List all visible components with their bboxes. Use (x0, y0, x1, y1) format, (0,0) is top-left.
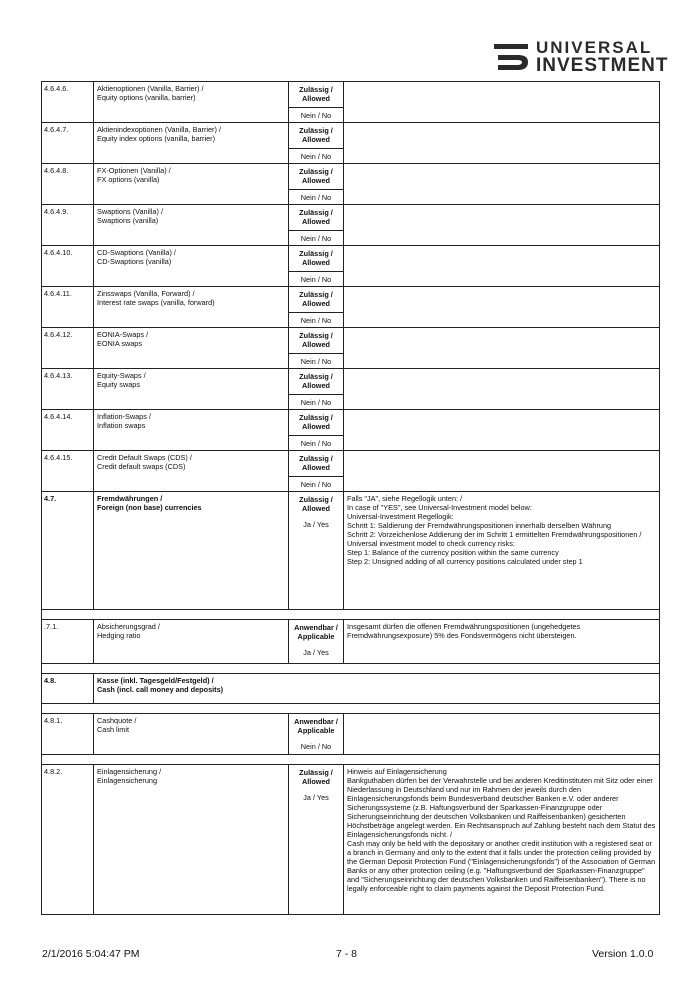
item-label: Einlagensicherung / Einlagensicherung (94, 765, 289, 915)
item-label: Aktienindexoptionen (Vanilla, Barrier) / Equity index options (vanilla, barrier) (94, 123, 289, 164)
row-gap (42, 610, 660, 620)
status-label: Anwendbar / Applicable (294, 623, 338, 641)
item-number: 4.6.4.6. (42, 82, 94, 123)
table-row (42, 205, 660, 246)
row-gap (42, 755, 660, 765)
status-label: Zulässig / Allowed (299, 768, 333, 786)
status-label: Zulässig / Allowed (299, 454, 333, 472)
status-label: Zulässig / Allowed (299, 372, 333, 390)
status-label: Zulässig / Allowed (299, 249, 333, 267)
answer-value: Nein / No (289, 476, 343, 491)
item-label: EONIA-Swaps / EONIA swaps (94, 328, 289, 369)
section-title: Fremdwährungen / Foreign (non base) currencies (94, 492, 289, 610)
table-row (42, 246, 660, 287)
table-row (42, 82, 660, 123)
table-row (42, 410, 660, 451)
rule-description-empty (344, 451, 660, 492)
row-cash-limit (42, 714, 660, 755)
status-label: Zulässig / Allowed (299, 290, 333, 308)
footer-page-number: 7 - 8 (336, 948, 358, 960)
item-number: 4.6.4.15. (42, 451, 94, 492)
table-row (42, 287, 660, 328)
table-row (42, 328, 660, 369)
answer-value: Ja / Yes (303, 648, 329, 657)
item-label: Credit Default Swaps (CDS) / Credit default swaps (CDS) (94, 451, 289, 492)
table-row (42, 369, 660, 410)
company-logo (494, 38, 669, 80)
item-label: Swaptions (Vanilla) / Swaptions (vanilla) (94, 205, 289, 246)
investment-guidelines-table (41, 81, 660, 915)
table-row (42, 164, 660, 205)
answer-value: Nein / No (300, 742, 332, 751)
rule-description-empty (344, 410, 660, 451)
table-row (42, 123, 660, 164)
section-title: Kasse (inkl. Tagesgeld/Festgeld) / Cash (incl. call money and deposits) (94, 674, 660, 704)
footer-datetime: 2/1/2016 5:04:47 PM (42, 948, 140, 960)
rule-description-empty (344, 369, 660, 410)
table-row (42, 451, 660, 492)
item-label: Cashquote / Cash limit (94, 714, 289, 755)
rule-description: Insgesamt dürfen die offenen Fremdwährungspositionen (ungehedgetes Fremdwährungsexposure) 5% des Fondsvermögens nicht übersteigen. (344, 620, 660, 664)
logo-text-universal: UNIVERSAL (536, 38, 653, 57)
status-label: Zulässig / Allowed (299, 331, 333, 349)
rule-description: Hinweis auf Einlagensicherung Bankguthaben dürfen bei der Verwahrstelle und bei anderen Kreditinstituten mit Sitz oder einer Niederlassung in Deutschland und nur im Rahmen der jeweils durch den Einlagensicherungsfonds beim Bundesverband deutscher Banken e.V. oder anderer Sicherungssysteme (z.B. Haftungsverbund der Sparkassen-Finanzgruppe oder Sicherungseinrichtung der deutschen Volksbanken und Raiffeisenbanken) gesicherten Höchstbeträge angelegt werden. Ein Rechtsanspruch auf Zahlung besteht nach dem Statut des Einlagensicherungsfonds nicht. / Cash may only be held with the depositary or another credit institution with a registered seat or a branch in Germany and only to the extent that it falls under the protection ceiling provided by the German Deposit Protection Fund ("Einlagensicherungsfonds") of the Association of German Banks or any other protection ceiling (e.g. "Haftungsverbund der Sparkassen-Finanzgruppe" and "Sicherungseinrichtung der deutschen Volksbanken und Raiffeisenbanken"). There is no legally enforceable right to claim payments against the Deposit Protection Fund. (344, 765, 660, 915)
item-label: Absicherungsgrad / Hedging ratio (94, 620, 289, 664)
answer-value: Nein / No (289, 271, 343, 286)
rule-description-empty (344, 246, 660, 287)
item-label: FX-Optionen (Vanilla) / FX options (vanilla) (94, 164, 289, 205)
answer-value: Ja / Yes (303, 520, 329, 529)
status-label: Anwendbar / Applicable (294, 717, 338, 735)
status-label: Zulässig / Allowed (299, 495, 333, 513)
status-label: Zulässig / Allowed (299, 167, 333, 185)
rule-description-empty (344, 328, 660, 369)
item-label: Aktienoptionen (Vanilla, Barrier) / Equity options (vanilla, barrier) (94, 82, 289, 123)
item-number: 4.6.4.14. (42, 410, 94, 451)
item-label: Inflation-Swaps / Inflation swaps (94, 410, 289, 451)
section-row-foreign-currencies (42, 492, 660, 610)
row-gap (42, 704, 660, 714)
rule-description-empty (344, 714, 660, 755)
rule-description-empty (344, 205, 660, 246)
logo-text-investment: INVESTMENT (536, 55, 669, 76)
status-label: Zulässig / Allowed (299, 85, 333, 103)
footer-version: Version 1.0.0 (592, 948, 654, 960)
item-number: 4.6.4.12. (42, 328, 94, 369)
section-number: 4.7. (42, 492, 94, 610)
item-number: 4.6.4.11. (42, 287, 94, 328)
status-label: Zulässig / Allowed (299, 126, 333, 144)
row-hedging-ratio (42, 620, 660, 664)
rule-description-empty (344, 164, 660, 205)
rule-description: Falls "JA", siehe Regellogik unten: / In case of "YES", see Universal-Investment model below: Universal-Investment Regellogik: Schritt 1: Saldierung der Fremdwährungspositionen innerhalb derselben Währung Schritt 2: Vorzeichenlose Addierung der im Schritt 1 ermittelten Fremdwährungspositionen / Universal investment model to check currency risks: Step 1: Balance of the currency position within the same currency Step 2: Unsigned adding of all currency positions calculated under step 1 (344, 492, 660, 610)
item-number: 4.8.1. (42, 714, 94, 755)
logo-mark-icon (494, 42, 532, 76)
item-number: 4.6.4.10. (42, 246, 94, 287)
item-label: Equity-Swaps / Equity swaps (94, 369, 289, 410)
answer-value: Nein / No (289, 107, 343, 122)
item-number: 4.6.4.8. (42, 164, 94, 205)
item-number: 4.8.2. (42, 765, 94, 915)
item-number: 4.6.4.9. (42, 205, 94, 246)
section-row-cash (42, 674, 660, 704)
rule-description-empty (344, 123, 660, 164)
item-number: 4.6.4.13. (42, 369, 94, 410)
answer-value: Nein / No (289, 394, 343, 409)
answer-value: Nein / No (289, 148, 343, 163)
section-number: 4.8. (42, 674, 94, 704)
row-deposit-protection (42, 765, 660, 915)
item-number: .7.1. (42, 620, 94, 664)
item-label: CD-Swaptions (Vanilla) / CD-Swaptions (vanilla) (94, 246, 289, 287)
answer-value: Ja / Yes (303, 793, 329, 802)
answer-value: Nein / No (289, 230, 343, 245)
answer-value: Nein / No (289, 353, 343, 368)
rule-description-empty (344, 82, 660, 123)
item-number: 4.6.4.7. (42, 123, 94, 164)
row-gap (42, 664, 660, 674)
status-label: Zulässig / Allowed (299, 208, 333, 226)
rule-description-empty (344, 287, 660, 328)
item-label: Zinsswaps (Vanilla, Forward) / Interest rate swaps (vanilla, forward) (94, 287, 289, 328)
status-label: Zulässig / Allowed (299, 413, 333, 431)
answer-value: Nein / No (289, 312, 343, 327)
answer-value: Nein / No (289, 435, 343, 450)
answer-value: Nein / No (289, 189, 343, 204)
